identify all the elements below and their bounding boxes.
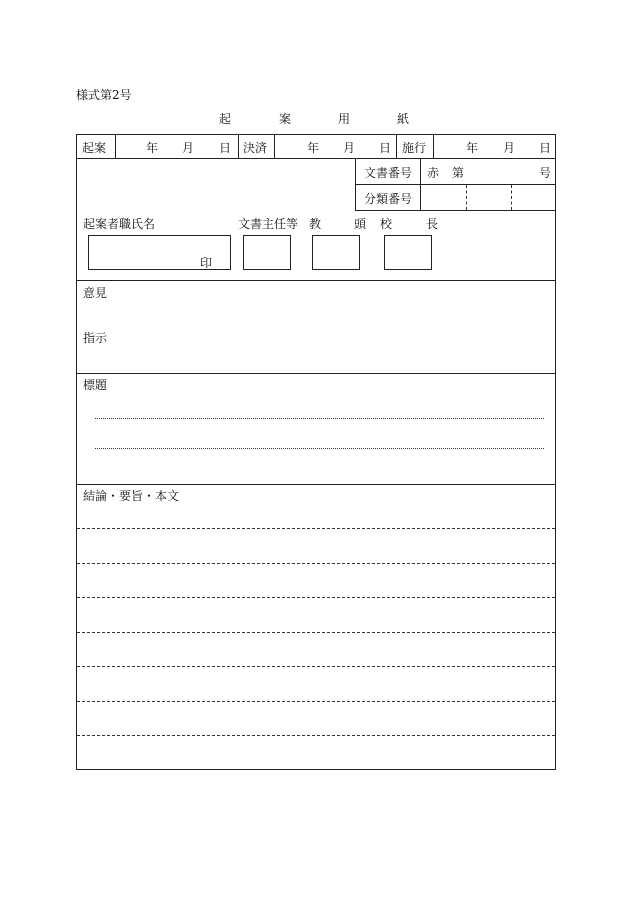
page-title-char: 紙 bbox=[397, 112, 410, 126]
chief-seal-box[interactable] bbox=[243, 235, 291, 270]
drafted-day-unit: 日 bbox=[219, 141, 232, 155]
decided-month-unit: 月 bbox=[343, 141, 356, 155]
instruction-label: 指示 bbox=[83, 331, 108, 345]
subject-label: 標題 bbox=[83, 378, 108, 392]
page-title-char: 起 bbox=[219, 112, 232, 126]
subject-line[interactable] bbox=[95, 448, 544, 449]
divider bbox=[115, 134, 116, 158]
chief-label: 文書主任等 bbox=[238, 217, 299, 231]
drafted-year-unit: 年 bbox=[146, 141, 159, 155]
subject-line[interactable] bbox=[95, 418, 544, 419]
body-line[interactable] bbox=[77, 597, 555, 598]
divider bbox=[76, 373, 556, 374]
body-line[interactable] bbox=[77, 735, 555, 736]
enforced-day-unit: 日 bbox=[539, 141, 552, 155]
divider bbox=[466, 185, 467, 210]
doc-number-label: 文書番号 bbox=[364, 166, 413, 180]
vice-principal-seal-box[interactable] bbox=[312, 235, 360, 270]
body-line[interactable] bbox=[77, 563, 555, 564]
doc-number-prefix: 赤 bbox=[427, 166, 440, 180]
divider bbox=[76, 280, 556, 281]
principal-label-char: 校 bbox=[380, 217, 393, 231]
enforced-year-unit: 年 bbox=[466, 141, 479, 155]
body-line[interactable] bbox=[77, 666, 555, 667]
body-line[interactable] bbox=[77, 701, 555, 702]
principal-label-char: 長 bbox=[426, 217, 439, 231]
seal-mark: 印 bbox=[200, 256, 213, 270]
doc-number-suffix: 号 bbox=[539, 166, 552, 180]
drafted-month-unit: 月 bbox=[182, 141, 195, 155]
enforced-date-label: 施行 bbox=[402, 141, 427, 155]
opinion-label: 意見 bbox=[83, 286, 108, 300]
body-label: 結論・要旨・本文 bbox=[83, 489, 180, 503]
divider bbox=[76, 158, 556, 159]
vice-principal-label-char: 頭 bbox=[354, 217, 367, 231]
divider bbox=[238, 134, 239, 158]
decided-year-unit: 年 bbox=[307, 141, 320, 155]
divider bbox=[396, 134, 397, 158]
doc-number-dai: 第 bbox=[452, 166, 465, 180]
principal-seal-box[interactable] bbox=[384, 235, 432, 270]
decided-day-unit: 日 bbox=[379, 141, 392, 155]
page-title-char: 用 bbox=[338, 112, 351, 126]
divider bbox=[511, 185, 512, 210]
drafter-label: 起案者職氏名 bbox=[83, 217, 156, 231]
body-line[interactable] bbox=[77, 632, 555, 633]
enforced-month-unit: 月 bbox=[503, 141, 516, 155]
decided-date-label: 決済 bbox=[243, 141, 268, 155]
divider bbox=[76, 484, 556, 485]
vice-principal-label-char: 教 bbox=[309, 217, 322, 231]
divider bbox=[355, 184, 556, 185]
divider bbox=[433, 134, 434, 158]
divider bbox=[355, 210, 556, 211]
page-title-char: 案 bbox=[279, 112, 292, 126]
divider bbox=[274, 134, 275, 158]
body-line[interactable] bbox=[77, 528, 555, 529]
class-number-label: 分類番号 bbox=[364, 192, 413, 206]
form-number: 様式第2号 bbox=[76, 88, 132, 102]
drafted-date-label: 起案 bbox=[82, 141, 107, 155]
